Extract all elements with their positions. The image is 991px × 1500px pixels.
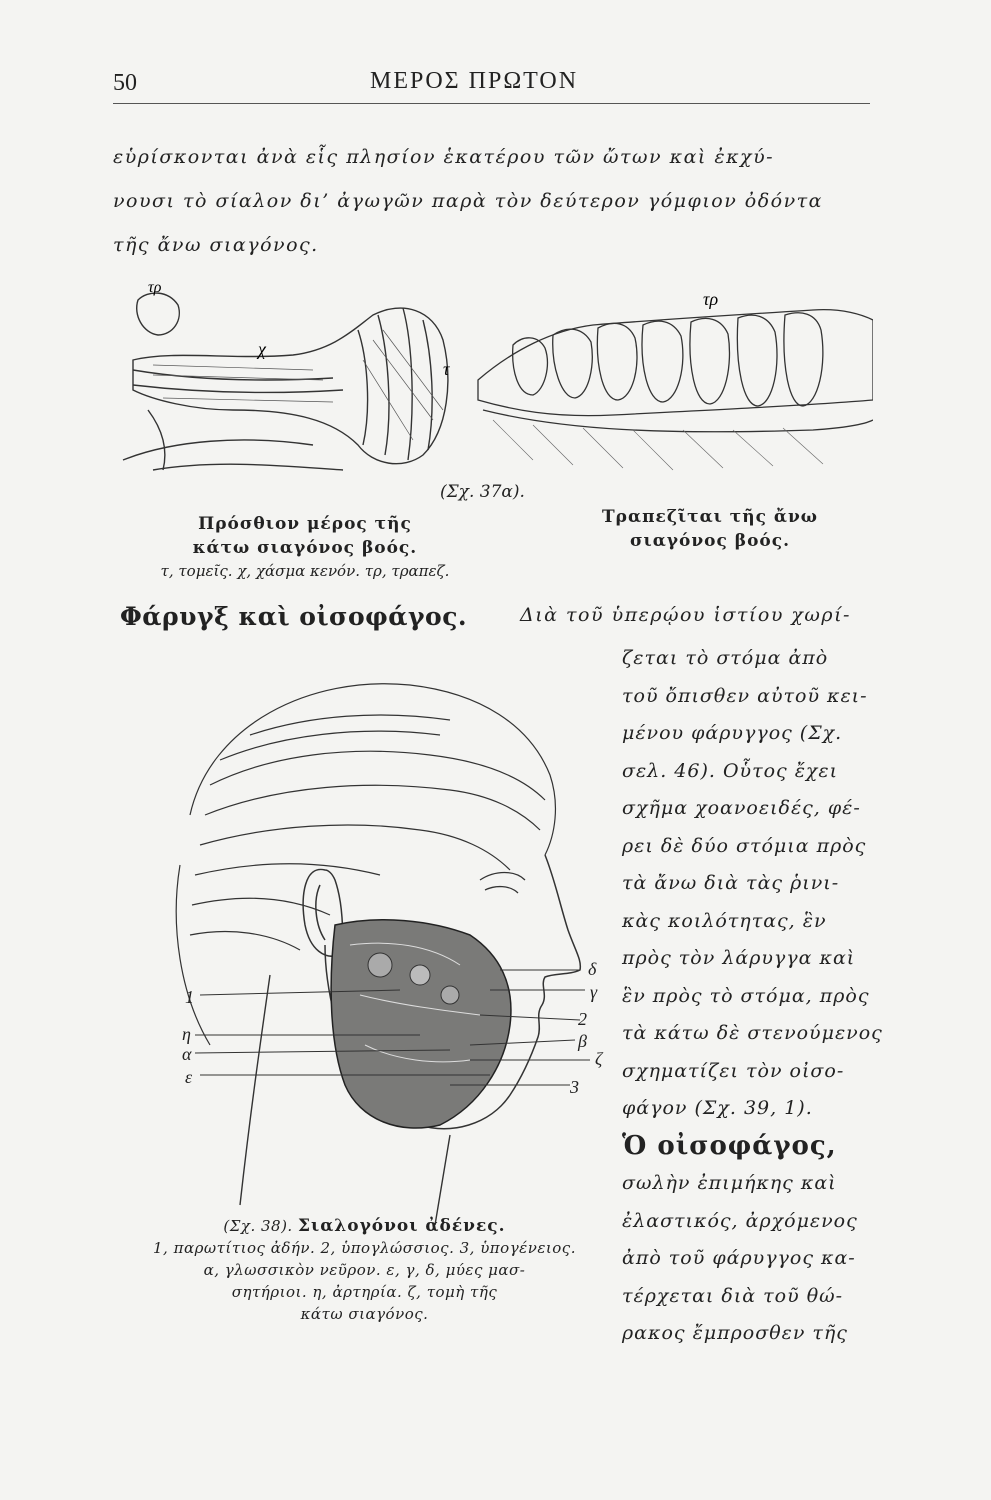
molars-drawing (478, 310, 873, 432)
label-alpha: α (182, 1044, 192, 1064)
label-tr-left: τρ (148, 279, 162, 296)
column-line: τὰ ἄνω διὰ τὰς ῥινι- (622, 872, 840, 894)
label-eta: η (182, 1024, 191, 1044)
column-line: σχῆμα χοανοειδές, φέ- (622, 797, 861, 819)
figure-38-title: Σιαλογόνοι ἀδένες. (297, 1216, 506, 1236)
label-delta: δ (588, 959, 597, 979)
figure-38-legend-4: κάτω σιαγόνος. (300, 1305, 429, 1323)
figure-38-number: (Σχ. 38). (223, 1217, 293, 1235)
column-line: ἐλαστικός, ἀρχόμενος (622, 1209, 858, 1232)
column-line: πρὸς τὸν λάρυγγα καὶ (622, 947, 856, 969)
left-caption-title-2: κάτω σιαγόνος βοός. (192, 538, 418, 558)
label-1: 1 (185, 987, 194, 1007)
column-line: σωλὴν ἐπιμήκης καὶ (622, 1172, 837, 1194)
column-line: σχηματίζει τὸν οἰσο- (622, 1059, 845, 1082)
gland-region (331, 920, 511, 1128)
figure-38-legend-3: σητήριοι. η, ἀρτηρία. ζ, τομὴ τῆς (231, 1283, 498, 1301)
eye-drawing (480, 873, 525, 894)
figure-37-left-caption (100, 512, 510, 582)
running-title: ΜΕΡΟΣ ΠΡΩΤΟΝ (370, 68, 579, 94)
column-line: μένου φάρυγγος (Σχ. (622, 722, 843, 744)
figure-37-number: (Σχ. 37α). (440, 482, 525, 502)
label-zeta: ζ (595, 1049, 603, 1069)
intro-line: τῆς ἄνω σιαγόνος. (113, 234, 319, 256)
right-caption-line-2: σιαγόνος βοός. (629, 531, 791, 551)
jaw-front-drawing (123, 293, 448, 470)
label-beta: β (578, 1031, 587, 1051)
left-caption-title-1: Πρόσθιον μέρος τῆς (198, 514, 412, 534)
label-2: 2 (578, 1009, 587, 1029)
figure-37-illustration (113, 270, 873, 485)
figure-38-illustration (150, 665, 620, 1225)
left-caption-legend: τ, τομεῖς. χ, χάσμα κενόν. τρ, τραπεζ. (160, 562, 450, 580)
section-heading: Φάρυγξ καὶ οἰσοφάγος. (120, 602, 468, 631)
column-line: τὰ κάτω δὲ στενούμενος (622, 1022, 883, 1044)
figure-37-right-caption (560, 505, 860, 553)
column-subheading: Ὁ οἰσοφάγος, (622, 1130, 837, 1161)
column-line: φάγον (Σχ. 39, 1). (622, 1097, 813, 1119)
right-text-column (622, 640, 884, 1353)
column-line: ἓν πρὸς τὸ στόμα, πρὸς (622, 984, 870, 1007)
column-line: ἀπὸ τοῦ φάρυγγος κα- (622, 1247, 856, 1269)
column-line: ζεται τὸ στόμα ἀπὸ (622, 647, 829, 669)
column-line: ρακος ἔμπροσθεν τῆς (622, 1322, 848, 1344)
column-line: τέρχεται διὰ τοῦ θώ- (622, 1284, 844, 1307)
right-caption-line-1: Τραπεζῖται τῆς ἄνω (602, 507, 818, 527)
label-chi: χ (258, 339, 266, 359)
figure-38-legend-2: α, γλωσσικὸν νεῦρον. ε, γ, δ, μύες μασ- (203, 1261, 526, 1279)
molars-hatching (493, 420, 823, 470)
intro-paragraph (113, 135, 873, 267)
column-line: ρει δὲ δύο στόμια πρὸς (622, 834, 867, 857)
page-number: 50 (113, 70, 137, 96)
label-tr-right: τρ (703, 289, 719, 309)
jaw-hatching (153, 330, 443, 440)
intro-line: εὑρίσκονται ἀνὰ εἷς πλησίον ἑκατέρου τῶν ὤτων καὶ ἐκχύ- (113, 146, 775, 168)
column-line: σελ. 46). Οὗτος ἔχει (622, 759, 839, 782)
header-rule (113, 103, 870, 104)
figure-38-caption (112, 1215, 617, 1325)
column-line: τοῦ ὄπισθεν αὐτοῦ κει- (622, 684, 868, 707)
figure-38-legend-1: 1, παρωτίτιος ἀδήν. 2, ὑπογλώσσιος. 3, ὑπογένειος. (153, 1239, 576, 1257)
section-heading-rest: Διὰ τοῦ ὑπερῴου ἱστίου χωρί- (520, 604, 851, 626)
intro-line: νουσι τὸ σίαλον δι’ ἀγωγῶν παρὰ τὸν δεύτερον γόμφιον ὀδόντα (113, 190, 824, 212)
label-tau: τ (443, 359, 450, 379)
label-gamma: γ (590, 982, 598, 1002)
label-3: 3 (570, 1077, 579, 1097)
label-epsilon: ε (185, 1067, 193, 1087)
column-line: κὰς κοιλότητας, ἓν (622, 909, 827, 932)
